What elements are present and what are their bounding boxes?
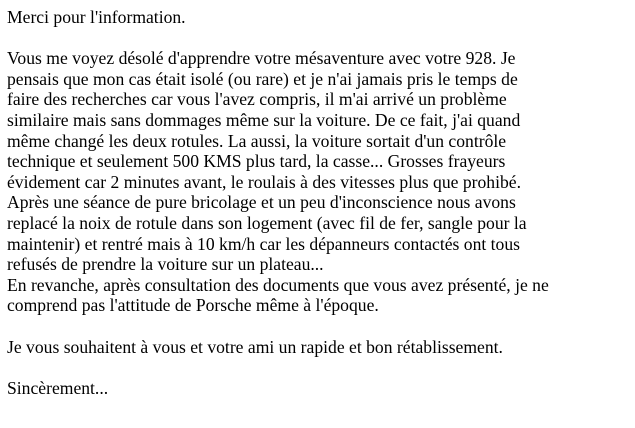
paragraph-line: replacé la noix de rotule dans son logement (avec fil de fer, sangle pour la	[7, 212, 527, 233]
paragraph-line: technique et seulement 500 KMS plus tard, la casse... Grosses frayeurs	[7, 151, 506, 172]
signoff-line: Sincèrement...	[7, 377, 109, 398]
paragraph-line: Après une séance de pure bricolage et un peu d'inconscience nous avons	[7, 192, 516, 213]
paragraph-line: évidement car 2 minutes avant, le roulais à des vitesses plus que prohibé.	[7, 171, 521, 192]
paragraph-spacer	[7, 28, 627, 49]
paragraph-line: faire des recherches car vous l'avez compris, il m'ai arrivé un problème	[7, 89, 507, 110]
paragraph-line: En revanche, après consultation des documents que vous avez présenté, je ne	[7, 274, 549, 295]
paragraph-line: similaire mais sans dommages même sur la voiture. De ce fait, j'ai quand	[7, 109, 521, 130]
message-body	[7, 7, 627, 398]
paragraph-line: maintenir) et rentré mais à 10 km/h car les dépanneurs contactés ont tous	[7, 233, 520, 254]
paragraph-line: Vous me voyez désolé d'apprendre votre mésaventure avec votre 928. Je	[7, 48, 516, 69]
wishes-line: Je vous souhaitent à vous et votre ami un rapide et bon rétablissement.	[7, 336, 503, 357]
paragraph-line: même changé les deux rotules. La aussi, la voiture sortait d'un contrôle	[7, 130, 507, 151]
greeting-line: Merci pour l'information.	[7, 7, 186, 27]
paragraph-line: refusés de prendre la voiture sur un plateau...	[7, 254, 324, 275]
paragraph-line: comprend pas l'attitude de Porsche même à l'époque.	[7, 295, 379, 316]
main-paragraph	[7, 48, 627, 316]
paragraph-line: pensais que mon cas était isolé (ou rare) et je n'ai jamais pris le temps de	[7, 68, 518, 89]
paragraph-spacer	[7, 316, 627, 337]
paragraph-spacer	[7, 357, 627, 378]
